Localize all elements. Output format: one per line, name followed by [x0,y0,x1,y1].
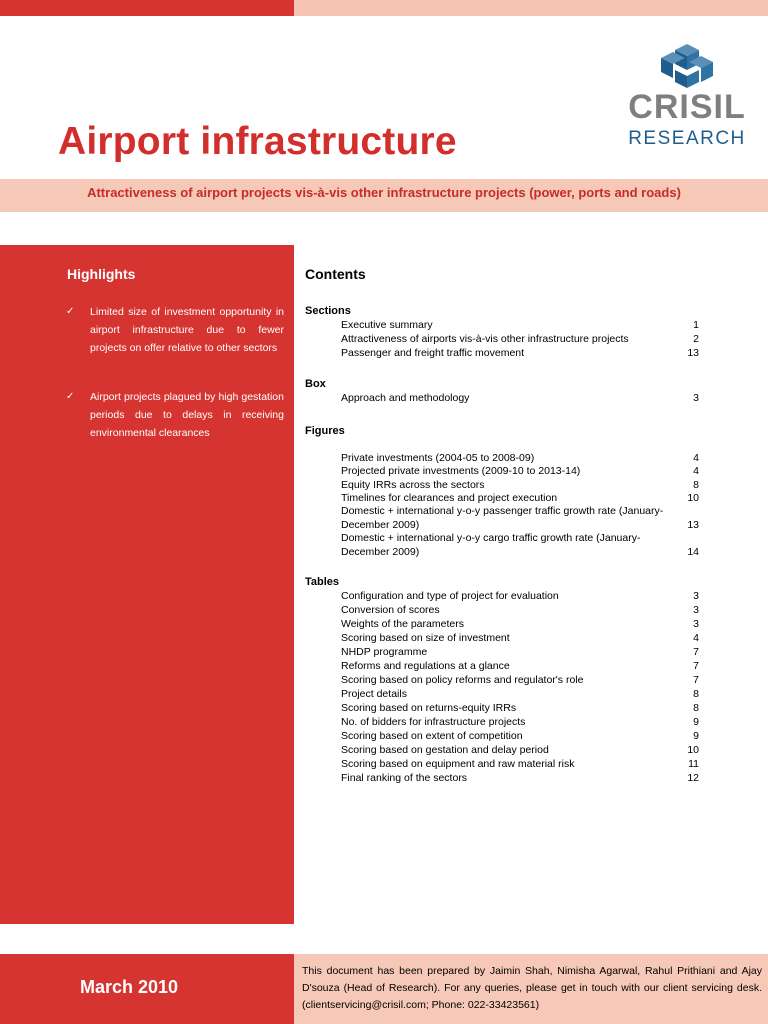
highlight-text: Airport projects plagued by high gestation periods due to delays in receiving environmental clearances [90,391,284,439]
checkmark-icon: ✓ [66,391,75,402]
report-subtitle: Attractiveness of airport projects vis-à-vis other infrastructure projects (power, ports and roads) [87,185,681,200]
toc-row[interactable]: Scoring based on returns-equity IRRs 8 [341,702,699,714]
toc-row[interactable]: Scoring based on equipment and raw material risk 11 [341,758,699,770]
toc-row[interactable]: Reforms and regulations at a glance 7 [341,660,699,672]
toc-row[interactable]: Weights of the parameters 3 [341,618,699,630]
toc-row[interactable]: Attractiveness of airports vis-à-vis other infrastructure projects 2 [341,333,699,345]
toc-row[interactable]: Timelines for clearances and project execution 10 [341,492,699,504]
toc-row[interactable]: Project details 8 [341,688,699,700]
crisil-research-logo [626,40,748,160]
top-bar-red [0,0,294,16]
contents-heading-sections: Sections [305,305,351,317]
toc-row[interactable]: Passenger and freight traffic movement 13 [341,347,699,359]
toc-row[interactable]: Scoring based on extent of competition 9 [341,730,699,742]
toc-row[interactable]: Conversion of scores 3 [341,604,699,616]
toc-row[interactable]: Projected private investments (2009-10 to 2013-14) 4 [341,465,699,477]
toc-row[interactable]: Scoring based on gestation and delay period 10 [341,744,699,756]
toc-row[interactable]: Equity IRRs across the sectors 8 [341,479,699,491]
highlight-item [68,388,284,442]
contents-heading-tables: Tables [305,576,340,588]
highlight-item [68,303,284,357]
toc-row[interactable]: Final ranking of the sectors 12 [341,772,699,784]
logo-subtitle: RESEARCH [628,128,746,149]
crisil-cube-logo-icon [626,40,748,90]
toc-row[interactable]: Scoring based on size of investment 4 [341,632,699,644]
report-date: March 2010 [80,977,179,997]
logo-wordmark: CRISIL [628,88,746,126]
top-bar-pink [294,0,768,16]
toc-row[interactable]: Scoring based on policy reforms and regulator's role 7 [341,674,699,686]
toc-row[interactable]: Approach and methodology 3 [341,392,699,404]
contents-title: Contents [305,266,366,282]
toc-row[interactable]: Domestic + international y-o-y passenger traffic growth rate (January-December 2009) 13 [341,505,699,531]
toc-row[interactable]: Executive summary 1 [341,319,699,331]
toc-row[interactable]: Domestic + international y-o-y cargo traffic growth rate (January-December 2009) 14 [341,532,699,558]
toc-row[interactable]: Private investments (2004-05 to 2008-09) 4 [341,452,699,464]
highlight-text: Limited size of investment opportunity in airport infrastructure due to fewer projects on offer relative to other sectors [90,306,284,354]
contents-heading-figures: Figures [305,425,345,437]
report-title: Airport infrastructure [58,120,457,163]
toc-row[interactable]: NHDP programme 7 [341,646,699,658]
toc-row[interactable]: Configuration and type of project for evaluation 3 [341,590,699,602]
footer-credits: This document has been prepared by Jaimin Shah, Nimisha Agarwal, Rahul Prithiani and Ajay D'souza (Head of Research). For any queries, please get in touch with our client servicing desk. (clientservicing@crisil.com; Phone: 022-33423561) [302,965,762,1011]
contents-heading-box: Box [305,378,326,390]
toc-row[interactable]: No. of bidders for infrastructure projects 9 [341,716,699,728]
checkmark-icon: ✓ [66,306,75,317]
highlights-title: Highlights [67,266,136,282]
